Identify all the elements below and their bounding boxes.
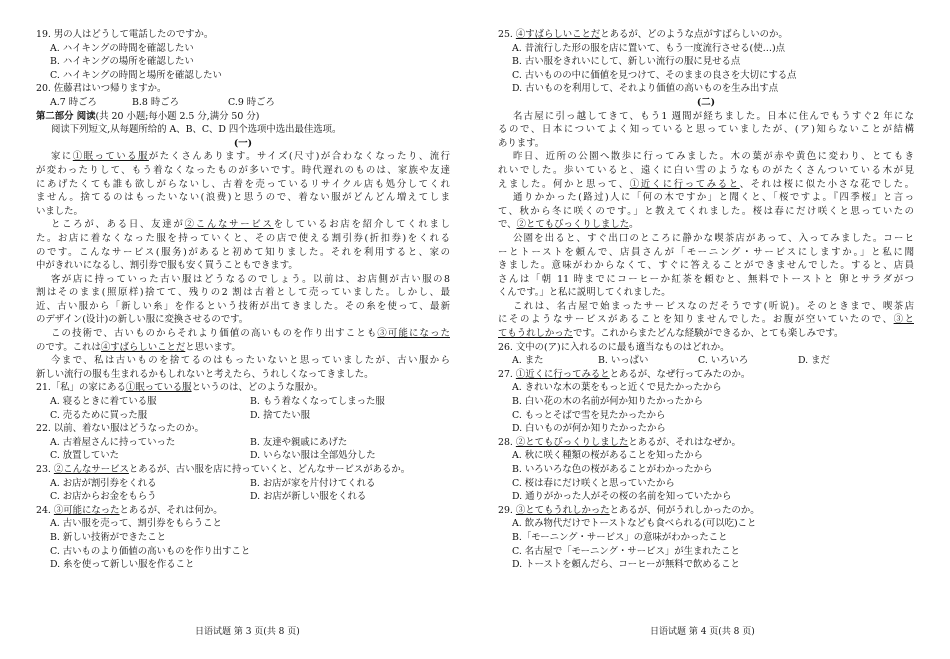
- section-header: [36, 110, 450, 124]
- option-c: C.9 時ごろ: [228, 96, 275, 108]
- passage-line: あります。: [498, 137, 545, 149]
- option-b: B. 白い花の木の名前が何か知りたかったから: [512, 396, 703, 408]
- option-b: B.「モーニング・サービス」の意味がわかったこと: [512, 531, 728, 543]
- question-stem: 22. 以前、着ない服はどうなったのか。: [36, 423, 204, 435]
- question-stem: 27. ①近くに行ってみるととあるが、なぜ行ってみたのか。: [498, 368, 751, 380]
- option-c: C. 名古屋で「モーニング・サービス」が生まれたこと: [512, 545, 740, 557]
- option-c: C. 桜は春にだけ咲くと思っていたから: [512, 477, 675, 489]
- question-23: [36, 463, 450, 504]
- section-instruction: 阅读下列短文,从每题所给的 A、B、C、D 四个选项中选出最佳选项。: [51, 124, 342, 136]
- question-stem: 23. ②こんなサービスとあるが、古い服を店に持っていくと、どんなサービスがあるか。: [36, 464, 411, 475]
- passage-line: 昨日、近所の公園へ散歩に行ってみました。木の葉が赤や黄色に変わり、とてもき: [513, 151, 914, 163]
- option-a: A. きれいな木の葉をもっと近くで見たかったから: [512, 382, 722, 394]
- passage-line: いました。: [36, 205, 83, 217]
- option-d: D. 古いものを利用して、それより価値の高いものを生み出す点: [512, 83, 779, 95]
- question-19: [36, 28, 450, 82]
- option-c: C. もっとそばで雪を見たかったから: [512, 409, 666, 421]
- option-c: C. お店からお金をもらう: [50, 491, 157, 503]
- passage-line: のデザイン(设计)の新しい服に変換させるのです。: [36, 314, 249, 326]
- passage-line: きました。意味がわからなくて、すぐに答えることができませんでした。すると、店員: [498, 260, 914, 272]
- passage-line: れいでした。歩いていると、遠くに白い雪のようなものがたくさんついている木が見: [498, 164, 914, 176]
- passage-line: この技術で、古いものからそれより価値の高いものを作り出すことも③可能になった: [51, 328, 450, 340]
- question-24: [36, 504, 450, 572]
- option-d: D. 通りがかった人がその桜の名前を知っていたから: [512, 491, 732, 503]
- option-b: B. 古い服をきれいにして、新しい流行の服に見せる点: [512, 56, 741, 68]
- option-b: B. お店が家を片付けてくれる: [250, 477, 376, 489]
- option-b: B.8 時ごろ: [132, 96, 179, 108]
- option-c: C. いろいろ: [698, 355, 749, 367]
- passage-line: ません。捨てるのはもったいない(浪费)と思うので、着ない服がどんどん増えてしま: [36, 192, 450, 204]
- passage-line: 公園を出ると、すぐ出口のところに静かな喫茶店があって、入ってみました。コーヒ: [513, 232, 914, 244]
- left-page: [36, 28, 450, 572]
- option-a: A. 秋に咲く種類の桜があることを知ったから: [512, 450, 703, 462]
- passage-line: ところが、ある日、友達が②こんなサービスをしているお店を紹介してくれまし: [51, 219, 450, 231]
- option-a: A. 古い服を売って、割引券をもらうこと: [50, 518, 222, 530]
- question-22: [36, 422, 450, 463]
- option-c: C. ハイキングの時間と場所を確認したい: [50, 69, 222, 81]
- question-28: [498, 436, 914, 504]
- question-29: [498, 504, 914, 572]
- passage-line: て、秋から冬に咲くのです。」と教えてくれました。桜は春にだけ咲くと思っていたの: [498, 205, 914, 217]
- passage-heading: (一): [233, 137, 253, 149]
- option-d: D. いらない服は全部処分した: [250, 450, 376, 462]
- option-d: D. 捨てたい服: [250, 409, 311, 421]
- passage-line: で、②とてもびっくりしました。: [498, 219, 639, 231]
- passage-line: これは、名古屋で始まったサービスなのだそうです(听说)。そのときまで、喫茶店: [513, 300, 914, 312]
- option-b: B. 新しい技術ができたこと: [50, 531, 166, 543]
- option-a: A. 飲み物代だけでトーストなども食べられる(可以吃)こと: [512, 518, 757, 530]
- option-b: B. いっぱい: [598, 355, 649, 367]
- question-27: [498, 368, 914, 436]
- option-d: D. 糸を使って新しい服を作ること: [50, 559, 195, 571]
- question-26: [498, 341, 914, 368]
- question-stem: 28. ②とてもびっくりしましたとあるが、それはなぜか。: [498, 436, 741, 448]
- option-a: A. 昔流行した形の服を店に置いて、もう一度流行させる(使…)点: [512, 42, 785, 54]
- option-a: A. お店が割引券をくれる: [50, 477, 157, 489]
- question-20: [36, 82, 450, 109]
- passage-1: [36, 137, 450, 382]
- passage-line: 割はそのまま(照原样)捨てて、残りの2 割は古着として売っていました。しかし、最: [36, 287, 450, 299]
- option-b: B. いろいろな色の桜があることがわかったから: [512, 464, 713, 475]
- option-d: D. トーストを頼んだら、コーヒーが無料で飲めること: [512, 559, 740, 571]
- option-a: A. また: [512, 355, 544, 367]
- option-a: A. 古着屋さんに持っていった: [50, 436, 176, 448]
- section-note: (共 20 小题;每小题 2.5 分,满分 50 分): [95, 110, 260, 122]
- passage-line: くんです。」と私に説明してくれました。: [498, 287, 671, 299]
- passage-line: さんは「朝 11 時までにコーヒーか紅茶を頼むと、無料でトーストと 卵とサラダがつ: [498, 273, 914, 285]
- right-page: [498, 28, 914, 572]
- passage-line: のです。これは④すばらしいことだと思います。: [36, 341, 241, 353]
- question-25: [498, 28, 914, 96]
- option-a: A.7 時ごろ: [50, 96, 97, 108]
- passage-2: [498, 96, 914, 341]
- option-d: D. まだ: [798, 355, 830, 367]
- question-stem: 24. ③可能になったとあるが、それは何か。: [36, 504, 223, 516]
- passage-line: えました。何かと思って、①近くに行ってみると、それは桜に似た小さな花でした。: [498, 178, 914, 190]
- section-title: 第二部分 阅读: [36, 110, 96, 122]
- passage-line: 家に①眠っている服がたくさんあります。サイズ(尺寸)が合わなくなったり、流行: [51, 151, 450, 163]
- question-stem: 25. ④すばらしいことだとあるが、どのような点がすばらしいのか。: [498, 29, 788, 40]
- question-stem: 19. 男の人はどうして電話したのですか。: [36, 29, 214, 40]
- option-c: C. 放置していた: [50, 450, 120, 462]
- option-b: B. ハイキングの場所を確認したい: [50, 56, 194, 68]
- option-b: B. もう着なくなってしまった服: [250, 396, 385, 408]
- page-footer-right: 日语试题 第 4 页(共 8 页): [650, 627, 755, 637]
- passage-line: るので、日本についてよく知っていると思っていましたが、(ア)知らないことが結構: [498, 124, 914, 136]
- question-stem: 20. 佐藤君はいつ帰りますか。: [36, 83, 167, 95]
- question-stem: 26. 文中の(ア)に入れるのに最も適当なものはどれか。: [498, 341, 730, 353]
- option-c: C. 売るために買った服: [50, 409, 148, 421]
- passage-line: が変わったりして、もう着なくなったものが多いです。時代遅れのものは、家族や友達: [36, 164, 450, 176]
- question-stem: 29. ③とてもうれしかったとあるが、何がうれしかったのか。: [498, 504, 760, 516]
- passage-line: のです。こんなサービス(服务)があると初めて知りました。それを利用すると、家の: [36, 246, 450, 258]
- passage-line: 今まで、私は古いものを捨てるのはもったいないと思っていましたが、古い服から: [51, 355, 450, 367]
- passage-line: た。お店に着なくなった服を持っていくと、その店で使える割引券(折扣券)をくれる: [36, 232, 450, 244]
- passage-line: 通りかかった(路过)人に「何の木ですか」と聞くと、「桜ですよ。『四季桜』と言っ: [513, 192, 914, 204]
- passage-line: 名古屋に引っ越してきて、もう1 週間が経ちました。日本に住んでもうすぐ2 年にな: [513, 110, 914, 122]
- passage-line: てもうれしかったです。これからまたどんな経験ができるか、とても楽しみです。: [498, 328, 844, 340]
- option-a: A. 寝るときに着ている服: [50, 396, 157, 408]
- passage-line: にそのようなサービスがあることを知りませんでした。お腹が空いていたので、③と: [498, 314, 914, 326]
- option-a: A. ハイキングの時間を確認したい: [50, 42, 194, 54]
- page-footer-left: 日语试题 第 3 页(共 8 页): [195, 627, 300, 637]
- passage-line: にあげたくても誰も欲しがらないし、古着を売っているリサイクル店も処分してくれ: [36, 178, 450, 190]
- passage-heading: (二): [696, 96, 716, 108]
- passage-line: 新しい流行の服も生まれるかもしれないと考えたら、うれしくなってきました。: [36, 368, 374, 380]
- passage-line: 中がきれいになるし、割引券で服も安く買うこともできます。: [36, 260, 298, 272]
- question-stem: 21.「私」の家にある①眠っている服というのは、どのような服か。: [36, 382, 323, 394]
- question-21: [36, 381, 450, 422]
- option-c: C. 古いものより価値の高いものを作り出すこと: [50, 545, 251, 557]
- passage-line: 近、古い服から「新しい糸」を作るという技術が出てきました。その糸を使って、最新: [36, 300, 450, 312]
- option-c: C. 古いものの中に価値を見つけて、そのままの良さを大切にする点: [512, 69, 797, 81]
- option-d: D. お店が新しい服をくれる: [250, 491, 367, 503]
- passage-line: ーとトーストを頼んで、店員さんが「モーニング・サービスにしますか。」と私に聞: [498, 246, 914, 258]
- option-b: B. 友達や親戚にあげた: [250, 436, 348, 448]
- passage-line: 客が店に持っていった古い服はどうなるのでしょう。以前は、お店側が古い服の8: [51, 273, 450, 285]
- option-d: D. 白いものが何か知りたかったから: [512, 423, 666, 435]
